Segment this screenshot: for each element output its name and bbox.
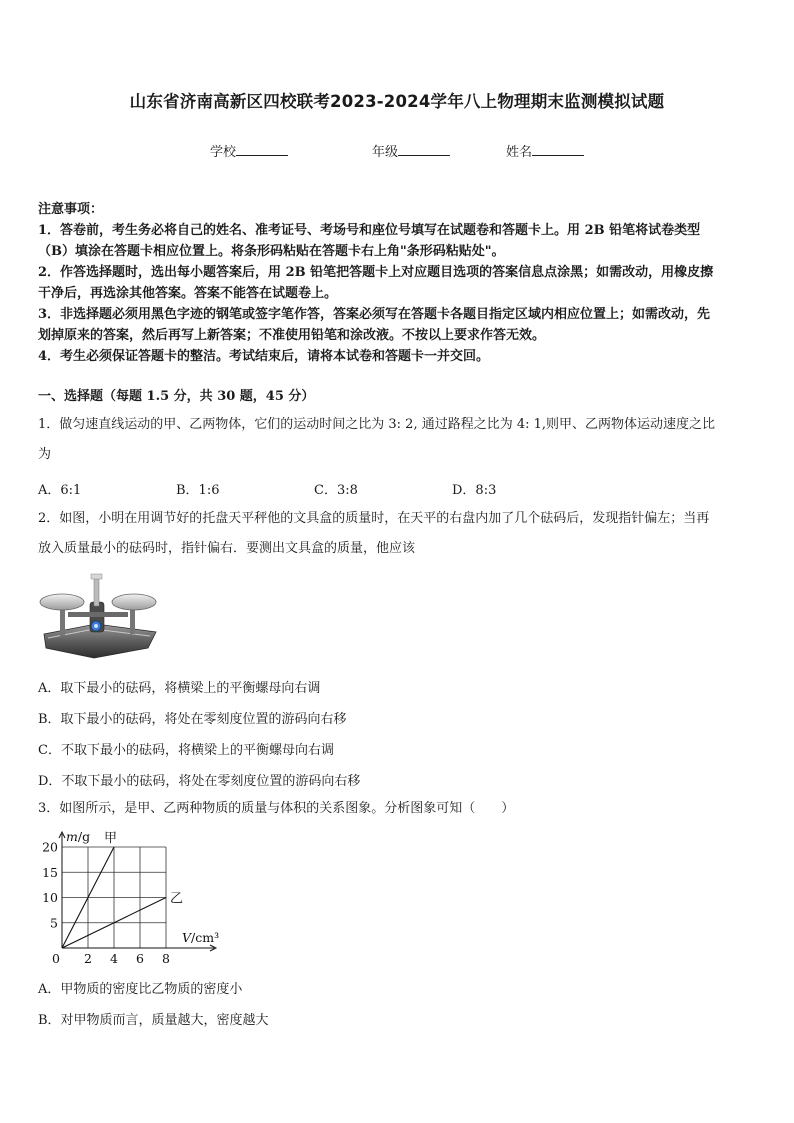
q3-option-b[interactable]: B．对甲物质而言，质量越大，密度越大 xyxy=(38,1013,269,1028)
q2-option-a[interactable]: A．取下最小的砝码，将横梁上的平衡螺母向右调 xyxy=(38,681,321,696)
grade-field[interactable] xyxy=(372,141,450,160)
q2-stem-cont: 放入质量最小的砝码时，指针偏右．要测出文具盒的质量，他应该 xyxy=(38,541,416,556)
page-title: 山东省济南高新区四校联考2023-2024学年八上物理期末监测模拟试题 xyxy=(129,92,665,111)
y-tick-label: 20 xyxy=(42,839,58,855)
x-tick-label: 0 xyxy=(52,951,60,966)
name-label: 姓名 xyxy=(506,145,533,160)
notice-line: 2．作答选择题时，选出每小题答案后，用 2B 铅笔把答题卡上对应题目选项的答案信息点涂黑；如需改动，用橡皮擦 xyxy=(38,265,714,280)
q3-option-a[interactable]: A．甲物质的密度比乙物质的密度小 xyxy=(38,982,243,997)
notice-line: （B）填涂在答题卡相应位置上。将条形码粘贴在答题卡右上角"条形码粘贴处"。 xyxy=(38,244,505,259)
q3-stem: 3．如图所示，是甲、乙两种物质的质量与体积的关系图象。分析图象可知（ ） xyxy=(38,801,515,816)
y-tick-label: 5 xyxy=(50,915,58,931)
q1-option-d[interactable]: D．8:3 xyxy=(452,483,497,498)
q1-option-b[interactable]: B．1:6 xyxy=(176,483,220,498)
name-field[interactable] xyxy=(506,141,584,160)
x-axis-label: V/cm³ xyxy=(182,930,220,945)
school-blank[interactable] xyxy=(236,143,288,156)
section-heading: 一、选择题（每题 1.5 分，共 30 题，45 分） xyxy=(38,389,315,404)
notice-line: 4．考生必须保证答题卡的整洁。考试结束后，请将本试卷和答题卡一并交回。 xyxy=(38,349,490,364)
x-tick-label: 4 xyxy=(110,951,118,966)
q2-option-d[interactable]: D．不取下最小的砝码，将处在零刻度位置的游码向右移 xyxy=(38,774,361,789)
series-label: 乙 xyxy=(170,891,184,907)
q2-option-b[interactable]: B．取下最小的砝码，将处在零刻度位置的游码向右移 xyxy=(38,712,347,727)
grade-label: 年级 xyxy=(372,145,399,160)
notice-line: 干净后，再选涂其他答案。答案不能答在试题卷上。 xyxy=(38,286,338,301)
notice-line: 3．非选择题必须用黑色字迹的钢笔或签字笔作答，答案必须写在答题卡各题目指定区域内相应位置上；如需改动，先 xyxy=(38,307,711,322)
y-axis-label: m/g xyxy=(66,829,91,844)
notice-heading: 注意事项： xyxy=(38,202,104,217)
x-tick-label: 6 xyxy=(136,951,144,966)
mass-volume-graph xyxy=(38,826,238,966)
x-tick-label: 8 xyxy=(162,951,170,966)
balance-scale-image xyxy=(38,572,158,660)
school-field[interactable] xyxy=(210,141,288,160)
x-tick-label: 2 xyxy=(84,951,92,966)
grade-blank[interactable] xyxy=(398,143,450,156)
y-tick-label: 15 xyxy=(42,864,58,880)
q1-option-c[interactable]: C．3:8 xyxy=(314,483,358,498)
notice-line: 划掉原来的答案，然后再写上新答案；不准使用铅笔和涂改液。不按以上要求作答无效。 xyxy=(38,328,546,343)
y-tick-label: 10 xyxy=(42,890,58,905)
q2-stem: 2．如图，小明在用调节好的托盘天平秤他的文具盒的质量时，在天平的右盘内加了几个砝码后，发现指针偏左；当再 xyxy=(38,511,710,526)
series-label: 甲 xyxy=(104,831,118,846)
q1-stem: 1．做匀速直线运动的甲、乙两物体，它们的运动时间之比为 3: 2, 通过路程之比为 4: 1,则甲、乙两物体运动速度之比 xyxy=(38,417,716,432)
q1-stem-cont: 为 xyxy=(38,447,52,462)
notice-line: 1．答卷前，考生务必将自己的姓名、准考证号、考场号和座位号填写在试题卷和答题卡上。用 2B 铅笔将试卷类型 xyxy=(38,223,701,238)
q1-option-a[interactable]: A．6:1 xyxy=(38,483,82,498)
q2-option-c[interactable]: C．不取下最小的砝码，将横梁上的平衡螺母向右调 xyxy=(38,743,334,758)
school-label: 学校 xyxy=(210,145,237,160)
name-blank[interactable] xyxy=(532,143,584,156)
